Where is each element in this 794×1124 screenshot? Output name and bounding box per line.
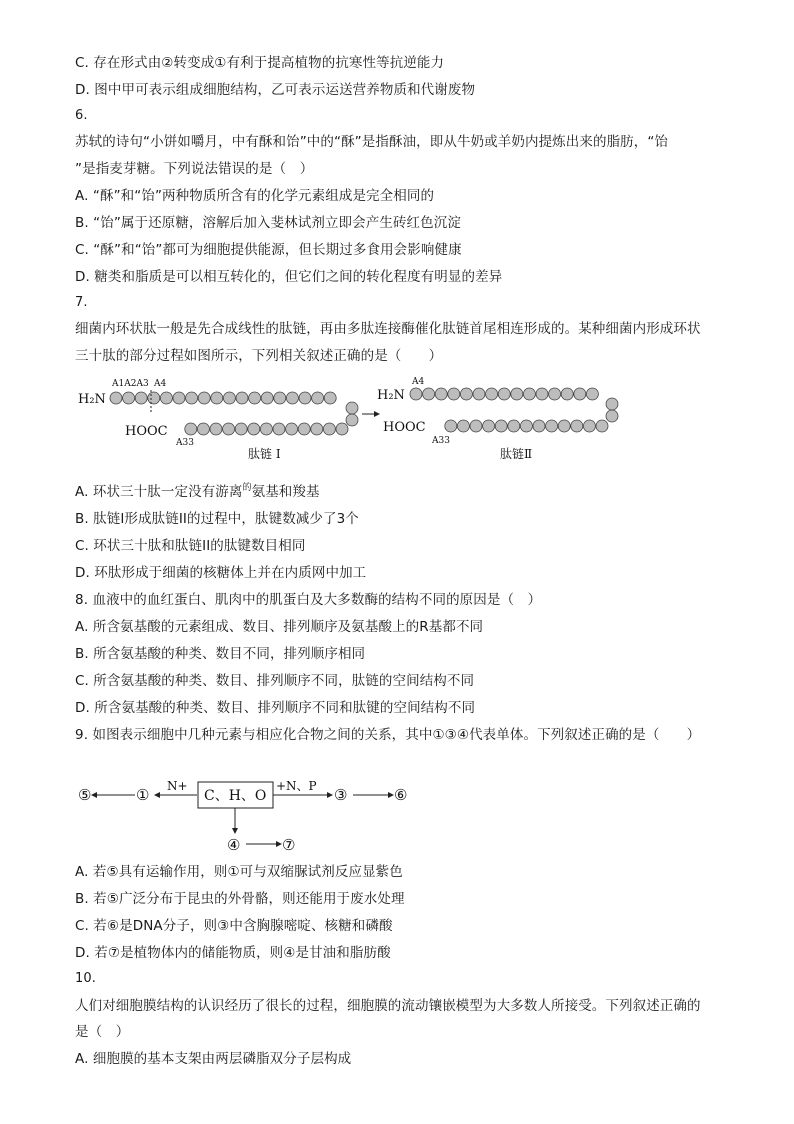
element-box-label: C、H、O — [204, 788, 267, 804]
q10-number: 10. — [75, 971, 96, 986]
q7-option-c: C. 环状三十肽和肽链II的肽键数目相同 — [75, 538, 306, 554]
amino-acid-bead — [346, 402, 358, 414]
q8-option-c: C. 所含氨基酸的种类、数目、排列顺序不同，肽链的空间结构不同 — [75, 673, 475, 689]
amino-acid-bead — [312, 392, 324, 404]
amino-acid-bead — [299, 392, 311, 404]
amino-acid-bead — [470, 420, 482, 432]
amino-acid-bead — [549, 388, 561, 400]
amino-acid-bead — [533, 420, 545, 432]
node-6: ⑥ — [394, 786, 408, 804]
amino-acid-bead — [211, 392, 223, 404]
chain2-a33-label: A33 — [432, 436, 450, 446]
q7-stem-line2: 三十肽的部分过程如图所示，下列相关叙述正确的是（ ） — [75, 348, 443, 364]
chain2-hooc-label: HOOC — [383, 420, 426, 435]
amino-acid-bead — [261, 392, 273, 404]
amino-acid-bead — [435, 388, 447, 400]
amino-acid-bead — [186, 392, 198, 404]
amino-acid-bead — [574, 388, 586, 400]
amino-acid-bead — [235, 423, 247, 435]
chain1-caption: 肽链 I — [248, 447, 281, 461]
amino-acid-bead — [511, 388, 523, 400]
amino-acid-bead — [311, 423, 323, 435]
q8-option-a: A. 所含氨基酸的元素组成、数目、排列顺序及氨基酸上的R基都不同 — [75, 619, 484, 635]
node-1: ① — [136, 786, 150, 804]
q8-option-b: B. 所含氨基酸的种类、数目不同，排列顺序相同 — [75, 646, 366, 662]
q6-option-c: C. “酥”和“饴”都可为细胞提供能源，但长期过多食用会影响健康 — [75, 242, 462, 258]
q7-option-a-sup: 的 — [242, 483, 252, 493]
q6-number: 6. — [75, 108, 88, 123]
amino-acid-bead — [596, 420, 608, 432]
amino-acid-bead — [286, 423, 298, 435]
peptide-chain-2 — [410, 388, 618, 432]
arrow-box-to-3-head — [327, 792, 333, 798]
q7-stem-line1: 细菌内环状肽一般是先合成线性的肽链，再由多肽连接酶催化肽链首尾相连形成的。某种细菌内形成环状 — [75, 321, 701, 337]
amino-acid-bead — [523, 388, 535, 400]
chain1-hooc-label: HOOC — [125, 424, 168, 439]
q7-number: 7. — [75, 295, 88, 310]
arrow-box-to-4-head — [232, 828, 238, 834]
amino-acid-bead — [210, 423, 222, 435]
amino-acid-bead — [486, 388, 498, 400]
q9-option-a: A. 若⑤具有运输作用，则①可与双缩脲试剂反应显紫色 — [75, 864, 403, 880]
amino-acid-bead — [336, 423, 348, 435]
node-7: ⑦ — [282, 836, 296, 854]
amino-acid-bead — [498, 388, 510, 400]
q6-option-b: B. “饴”属于还原糖，溶解后加入斐林试剂立即会产生砖红色沉淀 — [75, 215, 461, 231]
amino-acid-bead — [298, 423, 310, 435]
q7-option-d: D. 环肽形成于细菌的核糖体上并在内质网中加工 — [75, 565, 367, 581]
amino-acid-bead — [323, 423, 335, 435]
amino-acid-bead — [457, 420, 469, 432]
q8-stem: 8. 血液中的血红蛋白、肌肉中的肌蛋白及大多数酶的结构不同的原因是（ ） — [75, 592, 542, 608]
chain2-h2n-label: H₂N — [377, 388, 405, 403]
q10-stem-line1: 人们对细胞膜结构的认识经历了很长的过程，细胞膜的流动镶嵌模型为大多数人所接受。下列叙述正确的 — [75, 998, 701, 1014]
amino-acid-bead — [606, 410, 618, 422]
q9-option-b: B. 若⑤广泛分布于昆虫的外骨骼，则还能用于废水处理 — [75, 891, 405, 907]
amino-acid-bead — [571, 420, 583, 432]
chain1-h2n-label: H₂N — [78, 392, 106, 407]
amino-acid-bead — [249, 392, 261, 404]
amino-acid-bead — [520, 420, 532, 432]
q6-stem-line1: 苏轼的诗句“小饼如嚼月，中有酥和饴”中的“酥”是指酥油，即从牛奶或羊奶内提炼出来的脂肪，“饴 — [75, 134, 669, 150]
q7-option-a-pre: A. 环状三十肽一定没有游离 — [75, 484, 243, 500]
node-5: ⑤ — [78, 786, 92, 804]
q10-option-a: A. 细胞膜的基本支架由两层磷脂双分子层构成 — [75, 1051, 352, 1067]
amino-acid-bead — [148, 392, 160, 404]
amino-acid-bead — [273, 423, 285, 435]
q9-stem: 9. 如图表示细胞中几种元素与相应化合物之间的关系，其中①③④代表单体。下列叙述正确的是（ ） — [75, 727, 701, 743]
amino-acid-bead — [185, 423, 197, 435]
amino-acid-bead — [274, 392, 286, 404]
arrow-box-to-1-head — [154, 792, 160, 798]
peptide-chain-figure — [70, 372, 630, 462]
amino-acid-bead — [197, 423, 209, 435]
chain1-a1a2a3-label: A1A2A3 — [112, 379, 149, 389]
amino-acid-bead — [606, 398, 618, 410]
amino-acid-bead — [286, 392, 298, 404]
chain2-a4-label: A4 — [412, 377, 425, 387]
q5-option-c: C. 存在形式由②转变成①有利于提高植物的抗寒性等抗逆能力 — [75, 55, 445, 71]
amino-acid-bead — [198, 392, 210, 404]
chain2-caption: 肽链Ⅱ — [500, 447, 533, 461]
chain1-a33-label: A33 — [176, 438, 194, 448]
amino-acid-bead — [546, 420, 558, 432]
q6-stem-line2: ”是指麦芽糖。下列说法错误的是（ ） — [75, 161, 314, 177]
q7-option-a — [75, 483, 320, 503]
amino-acid-bead — [536, 388, 548, 400]
amino-acid-bead — [558, 420, 570, 432]
q5-option-d: D. 图中甲可表示组成细胞结构，乙可表示运送营养物质和代谢废物 — [75, 82, 476, 98]
amino-acid-bead — [135, 392, 147, 404]
label-n-p: +N、P — [276, 779, 317, 793]
process-arrow-head — [374, 411, 380, 417]
label-n-plus: N+ — [167, 779, 188, 793]
chain1-a4-label: A4 — [154, 379, 167, 389]
amino-acid-bead — [346, 414, 358, 426]
q10-stem-line2: 是（ ） — [75, 1024, 130, 1040]
amino-acid-bead — [260, 423, 272, 435]
node-4: ④ — [227, 836, 241, 854]
amino-acid-bead — [586, 388, 598, 400]
amino-acid-bead — [324, 392, 336, 404]
amino-acid-bead — [473, 388, 485, 400]
q7-option-a-post: 氨基和羧基 — [251, 484, 320, 500]
q6-option-d: D. 糖类和脂质是可以相互转化的，但它们之间的转化程度有明显的差异 — [75, 269, 503, 285]
amino-acid-bead — [561, 388, 573, 400]
amino-acid-bead — [223, 392, 235, 404]
q9-option-d: D. 若⑦是植物体内的储能物质，则④是甘油和脂肪酸 — [75, 945, 391, 961]
q6-option-a: A. “酥”和“饴”两种物质所含有的化学元素组成是完全相同的 — [75, 188, 435, 204]
amino-acid-bead — [445, 420, 457, 432]
q9-option-c: C. 若⑥是DNA分子，则③中含胸腺嘧啶、核糖和磷酸 — [75, 918, 393, 934]
amino-acid-bead — [495, 420, 507, 432]
amino-acid-bead — [460, 388, 472, 400]
element-compound-diagram — [70, 772, 430, 857]
amino-acid-bead — [123, 392, 135, 404]
amino-acid-bead — [423, 388, 435, 400]
node-3: ③ — [334, 786, 348, 804]
amino-acid-bead — [110, 392, 122, 404]
amino-acid-bead — [410, 388, 422, 400]
amino-acid-bead — [508, 420, 520, 432]
amino-acid-bead — [223, 423, 235, 435]
q7-option-b: B. 肽链I形成肽链II的过程中，肽键数减少了3个 — [75, 511, 359, 527]
amino-acid-bead — [173, 392, 185, 404]
amino-acid-bead — [248, 423, 260, 435]
amino-acid-bead — [236, 392, 248, 404]
amino-acid-bead — [583, 420, 595, 432]
q8-option-d: D. 所含氨基酸的种类、数目、排列顺序不同和肽键的空间结构不同 — [75, 700, 476, 716]
amino-acid-bead — [160, 392, 172, 404]
amino-acid-bead — [483, 420, 495, 432]
arrow-1-to-5-head — [91, 792, 97, 798]
amino-acid-bead — [448, 388, 460, 400]
